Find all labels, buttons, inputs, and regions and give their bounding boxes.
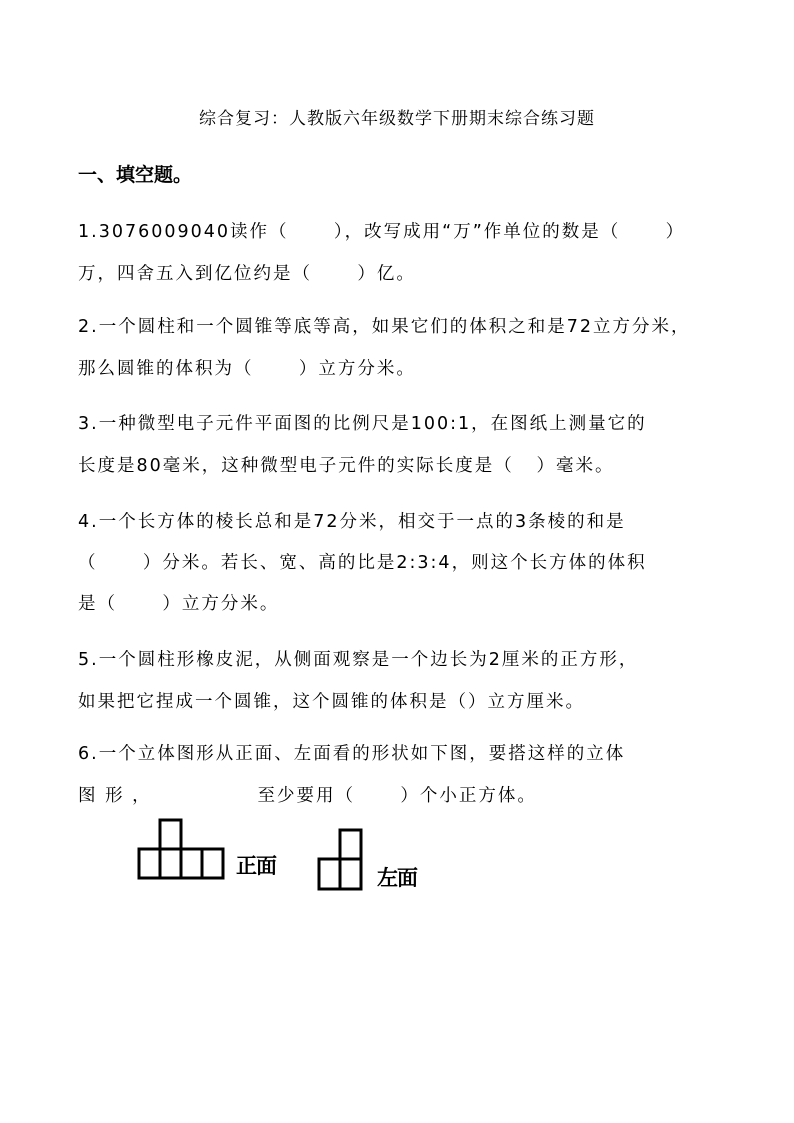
front-view-bottom-square-3 (181, 849, 202, 878)
left-view-label: 左面 (377, 866, 417, 890)
page-title: 综合复习：人教版六年级数学下册期末综合练习题 (199, 109, 595, 129)
question-4-line-2: （ ）分米。若长、宽、高的比是2:3:4，则这个长方体的体积 (78, 553, 647, 573)
question-2-line-2: 那么圆锥的体积为（ ）立方分米。 (78, 359, 416, 379)
front-view-bottom-square-2 (160, 849, 181, 878)
question-2-line-1: 2.一个圆柱和一个圆锥等底等高，如果它们的体积之和是72立方分米， (78, 317, 691, 337)
section-heading: 一、填空题。 (78, 164, 193, 186)
question-1-line-1: 1.3076009040读作（ ），改写成用“万”作单位的数是（ ） (78, 222, 686, 242)
front-view-bottom-square-1 (139, 849, 160, 878)
front-view-top-square (160, 820, 181, 849)
question-1-line-2: 万，四舍五入到亿位约是（ ）亿。 (78, 264, 416, 284)
question-6-line-1: 6.一个立体图形从正面、左面看的形状如下图，要搭这样的立体 (78, 744, 626, 764)
left-view-bottom-square-2 (340, 859, 361, 889)
front-view-figure (138, 818, 224, 880)
front-view-label: 正面 (236, 854, 276, 878)
question-6-line-2: 图 形 ， 至少要用（ ）个小正方体。 (78, 786, 537, 806)
question-5-line-2: 如果把它捏成一个圆锥，这个圆锥的体积是（）立方厘米。 (78, 692, 585, 712)
left-view-top-square (340, 830, 361, 859)
question-3-line-1: 3.一种微型电子元件平面图的比例尺是100:1，在图纸上测量它的 (78, 414, 647, 434)
left-view-bottom-square-1 (319, 859, 340, 889)
question-5-line-1: 5.一个圆柱形橡皮泥，从侧面观察是一个边长为2厘米的正方形， (78, 650, 639, 670)
left-view-figure (318, 828, 364, 892)
question-3-line-2: 长度是80毫米，这种微型电子元件的实际长度是（ ）毫米。 (78, 456, 615, 476)
question-4-line-1: 4.一个长方体的棱长总和是72分米，相交于一点的3条棱的和是 (78, 512, 626, 532)
front-view-bottom-square-4 (202, 849, 223, 878)
question-4-line-3: 是（ ）立方分米。 (78, 594, 280, 614)
